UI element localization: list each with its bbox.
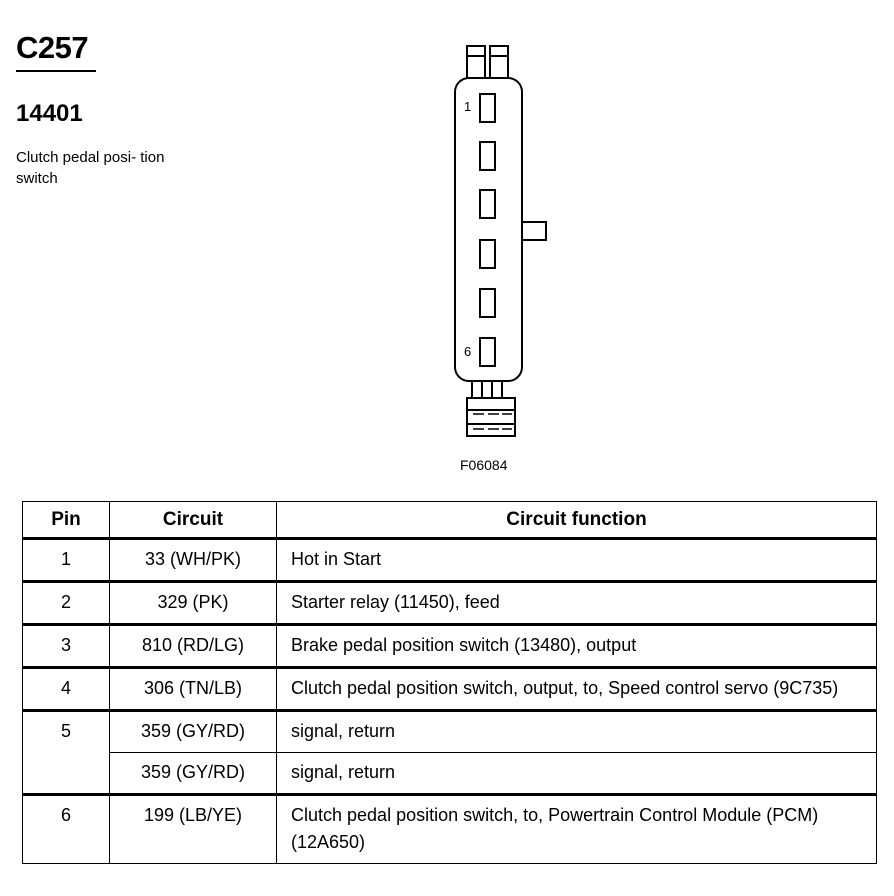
function-cell: Brake pedal position switch (13480), output [277,625,877,668]
table-header-row [23,502,877,539]
table-row [23,668,877,711]
function-cell: signal, return [277,753,877,795]
circuit-cell: 306 (TN/LB) [110,668,277,711]
table-row [23,795,877,864]
connector-id-underline [16,70,96,72]
latch-tab-left [467,46,485,78]
terminal-cavity [480,94,495,122]
connector-key [522,222,546,240]
terminal-cavity [480,190,495,218]
connector-face-diagram [440,38,555,443]
pin-cell: 3 [23,625,110,668]
terminal-cavity [480,142,495,170]
connector-body [455,78,522,381]
header-circuit: Circuit [110,502,277,539]
terminal-cavity [480,338,495,366]
pin-table [22,501,877,864]
terminal-cavity [480,289,495,317]
latch-tab-right [490,46,508,78]
figure-id: F06084 [460,457,508,473]
pin-cell: 4 [23,668,110,711]
circuit-cell: 329 (PK) [110,582,277,625]
pin-cell: 5 [23,711,110,795]
terminal-cavity [480,240,495,268]
pin-label-1: 1 [464,99,472,114]
circuit-cell: 810 (RD/LG) [110,625,277,668]
pin-cell: 2 [23,582,110,625]
pin-label-6: 6 [464,344,472,359]
pin-cell: 1 [23,539,110,582]
circuit-cell: 359 (GY/RD) [110,711,277,753]
function-cell: Clutch pedal position switch, to, Powertrain Control Module (PCM) (12A650) [277,795,877,864]
connector-id: C257 [16,30,89,65]
pin-cell: 6 [23,795,110,864]
function-cell: signal, return [277,711,877,753]
header-circuit-function: Circuit function [277,502,877,539]
table-row [23,539,877,582]
circuit-cell: 33 (WH/PK) [110,539,277,582]
function-cell: Starter relay (11450), feed [277,582,877,625]
function-cell: Hot in Start [277,539,877,582]
component-description: Clutch pedal posi- tion switch [16,149,165,187]
part-number: 14401 [16,100,83,127]
table-row [23,582,877,625]
wire-arrows [473,414,512,429]
circuit-cell: 359 (GY/RD) [110,753,277,795]
header-pin: Pin [23,502,110,539]
table-row [23,753,877,795]
wire-exit [467,381,515,436]
function-cell: Clutch pedal position switch, output, to, Speed control servo (9C735) [277,668,877,711]
table-row [23,625,877,668]
table-row [23,711,877,753]
circuit-cell: 199 (LB/YE) [110,795,277,864]
